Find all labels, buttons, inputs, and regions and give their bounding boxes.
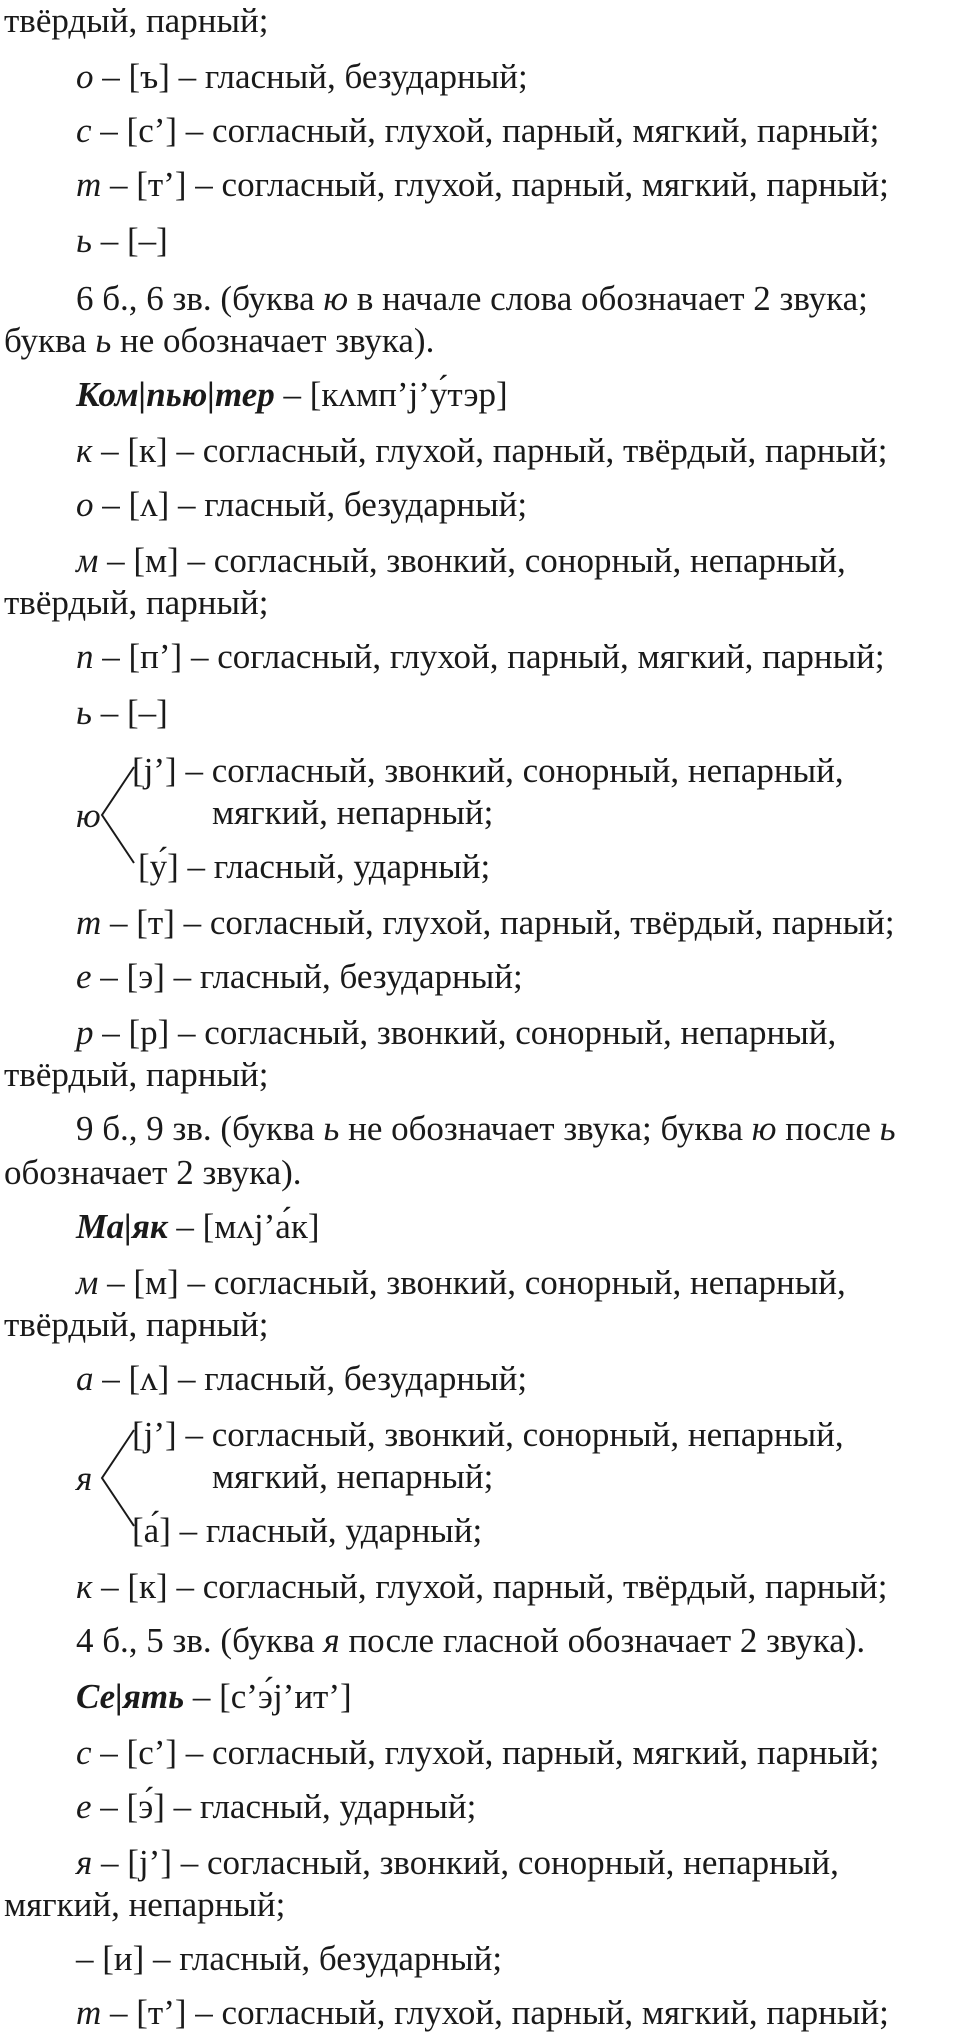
- text-line: твёрдый, парный;: [4, 583, 269, 622]
- brace-lines: [100, 1428, 136, 1528]
- text-line: т – [т’] – согласный, глухой, парный, мягкий, парный;: [76, 1993, 889, 2032]
- text-line: 6 б., 6 зв. (буква ю в начале слова обозначает 2 звука;: [76, 279, 868, 318]
- text-line: к – [к] – согласный, глухой, парный, твёрдый, парный;: [76, 1567, 888, 1606]
- text-line: с – [с’] – согласный, глухой, парный, мягкий, парный;: [76, 111, 880, 150]
- text-line: твёрдый, парный;: [4, 1055, 269, 1094]
- text-line: твёрдый, парный;: [4, 1305, 269, 1344]
- text-line: о – [ʌ] – гласный, безударный;: [76, 485, 528, 524]
- text-line: к – [к] – согласный, глухой, парный, твёрдый, парный;: [76, 431, 888, 470]
- text-line: п – [п’] – согласный, глухой, парный, мягкий, парный;: [76, 637, 885, 676]
- brace-letter: ю: [76, 796, 101, 835]
- text-line: 4 б., 5 зв. (буква я после гласной обозначает 2 звука).: [76, 1621, 866, 1660]
- text-line: [а́] – гласный, ударный;: [132, 1511, 483, 1550]
- text-line: т – [т] – согласный, глухой, парный, твёрдый, парный;: [76, 903, 895, 942]
- text-line: буква ь не обозначает звука).: [4, 321, 435, 360]
- text-line: мягкий, непарный;: [4, 1885, 286, 1924]
- word-heading: Ма|як – [мʌj’а́к]: [76, 1207, 320, 1246]
- text-line: е – [э] – гласный, безударный;: [76, 957, 523, 996]
- text-line: р – [р] – согласный, звонкий, сонорный, непарный,: [76, 1013, 837, 1052]
- text-line: [у́] – гласный, ударный;: [138, 847, 491, 886]
- text-line: е – [э́] – гласный, ударный;: [76, 1787, 477, 1826]
- brace-letter: я: [76, 1459, 93, 1498]
- brace-lines: [100, 765, 136, 865]
- text-line: мягкий, непарный;: [212, 1457, 494, 1496]
- text-line: – [и] – гласный, безударный;: [76, 1939, 503, 1978]
- text-line: [j’] – согласный, звонкий, сонорный, непарный,: [132, 1415, 844, 1454]
- text-line: с – [с’] – согласный, глухой, парный, мягкий, парный;: [76, 1733, 880, 1772]
- text-line: ь – [–]: [76, 693, 168, 732]
- word-heading: Се|ять – [с’э́j’ит’]: [76, 1677, 352, 1716]
- text-line: я – [j’] – согласный, звонкий, сонорный, непарный,: [76, 1843, 839, 1882]
- text-line: т – [т’] – согласный, глухой, парный, мягкий, парный;: [76, 165, 889, 204]
- word-heading: Ком|пью|тер – [кʌмп’j’у́тэр]: [76, 375, 508, 414]
- text-line: а – [ʌ] – гласный, безударный;: [76, 1359, 528, 1398]
- text-line: ь – [–]: [76, 221, 168, 260]
- text-line: м – [м] – согласный, звонкий, сонорный, непарный,: [76, 1263, 846, 1302]
- text-line: мягкий, непарный;: [212, 793, 494, 832]
- text-line: обозначает 2 звука).: [4, 1153, 302, 1192]
- text-line: м – [м] – согласный, звонкий, сонорный, непарный,: [76, 541, 846, 580]
- text-line: [j’] – согласный, звонкий, сонорный, непарный,: [132, 751, 844, 790]
- text-line: о – [ъ] – гласный, безударный;: [76, 57, 528, 96]
- text-line: 9 б., 9 зв. (буква ь не обозначает звука; буква ю после ь: [76, 1109, 896, 1148]
- text-line: твёрдый, парный;: [4, 1, 269, 40]
